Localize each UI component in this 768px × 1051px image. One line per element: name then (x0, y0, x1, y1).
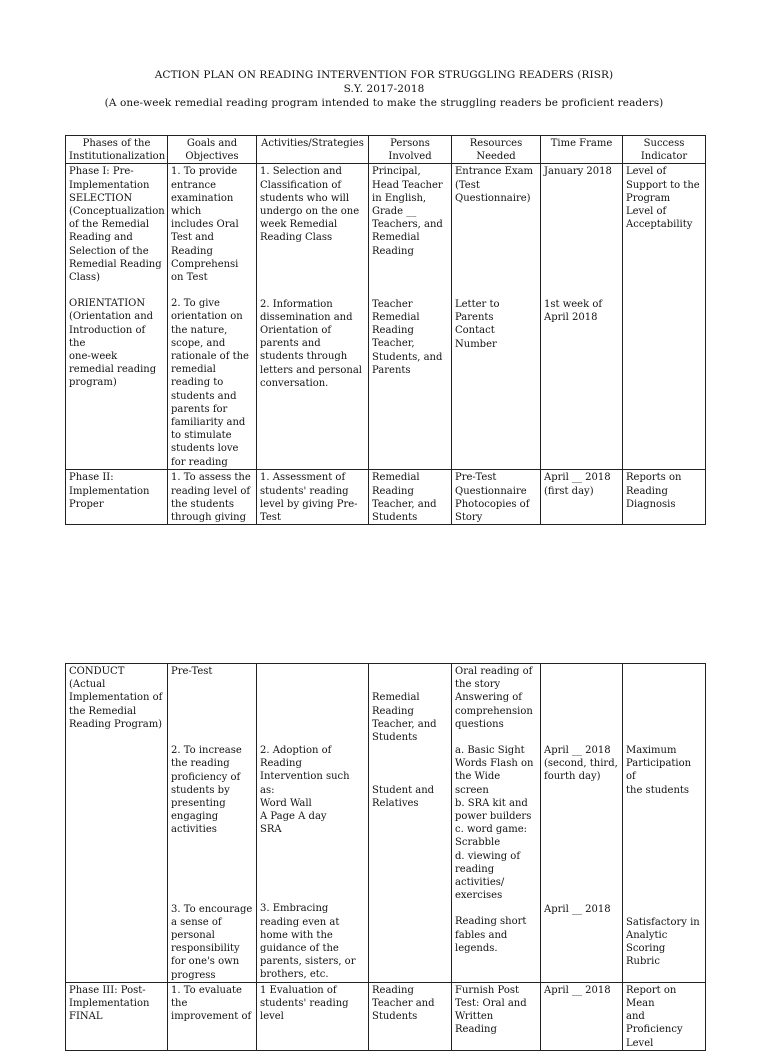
table-row (66, 470, 706, 525)
table-cell: April __ 2018 (541, 982, 623, 1050)
cell-text: Remedial Reading Teacher, and Students (372, 692, 437, 744)
table-cell (452, 664, 541, 983)
table-cell: Reading Teacher and Students (369, 982, 452, 1050)
table-row (66, 664, 706, 983)
cell-text: April __ 2018 (second, third, fourth day) (544, 745, 618, 783)
table-cell: Phase III: Post- Implementation FINAL (66, 982, 168, 1050)
cell-text: 2. Information dissemination and Orientation of parents and students through letters and personal conversation. (260, 298, 362, 389)
cell-text: Phase I: Pre- Implementation SELECTION (Conceptualization of the Remedial Reading and Selection of the Remedial Reading Class) (69, 166, 165, 284)
header-success-indicator: Success Indicator (623, 136, 706, 164)
cell-text: 1. To provide entrance examination which includes Oral Test and Reading Comprehensi on Test (171, 166, 239, 284)
table-cell: 1. To evaluate the improvement of (168, 982, 257, 1050)
table-cell: Phase II: Implementation Proper (66, 470, 168, 525)
table-row (66, 164, 706, 470)
cell-text: Entrance Exam (Test Questionnaire) (455, 166, 534, 204)
cell-text: Principal, Head Teacher in English, Grade __ Teachers, and Remedial Reading (372, 166, 443, 257)
header-phases: Phases of the Institutionalization (66, 136, 168, 164)
header-resources: Resources Needed (452, 136, 541, 164)
cell-text: ORIENTATION (Orientation and Introduction of the one-week remedial reading program) (69, 298, 157, 389)
table-cell: Furnish Post Test: Oral and Written Reading (452, 982, 541, 1050)
table-cell (369, 164, 452, 470)
header-activities: Activities/Strategies (257, 136, 369, 164)
action-plan-table-page-1 (65, 135, 706, 525)
cell-text: Pre-Test (171, 666, 213, 677)
table-cell (541, 164, 623, 470)
cell-text: 3. To encourage a sense of personal responsibility for one's own progress (171, 903, 253, 981)
cell-text: Level of Support to the Program Level of Acceptability (626, 166, 700, 231)
cell-text: a. Basic Sight Words Flash on the Wide screen b. SRA kit and power builders c. word game: Scrabble d. viewing of reading activities/ exercises (455, 745, 534, 902)
table-cell (257, 164, 369, 470)
action-plan-table-page-2 (65, 663, 706, 1051)
table-row (66, 982, 706, 1050)
cell-text: Reading short fables and legends. (455, 916, 527, 954)
table-cell: Reports on Reading Diagnosis (623, 470, 706, 525)
cell-text: Satisfactory in Analytic Scoring Rubric (626, 916, 700, 968)
document-subtitle: (A one-week remedial reading program intended to make the struggling readers be proficient readers) (104, 97, 664, 109)
cell-text: Student and Relatives (372, 784, 435, 810)
table-cell (168, 664, 257, 983)
table-cell (66, 664, 168, 983)
table-cell (452, 164, 541, 470)
table-cell: 1. To assess the reading level of the students through giving (168, 470, 257, 525)
cell-text: 2. To give orientation on the nature, scope, and rationale of the remedial reading to students and parents for familiarity and to stimulate students love for reading (171, 298, 249, 468)
table-cell (168, 164, 257, 470)
table-cell (66, 164, 168, 470)
cell-text: Maximum Participation of the students (626, 745, 692, 796)
header-goals: Goals and Objectives (168, 136, 257, 164)
cell-text: 1st week of April 2018 (544, 298, 603, 323)
cell-text: Letter to Parents Contact Number (455, 299, 500, 350)
cell-text: 3. Embracing reading even at home with the guidance of the parents, sisters, or brothers, etc. (260, 903, 356, 981)
table-cell (623, 164, 706, 470)
header-time-frame: Time Frame (541, 136, 623, 164)
table-cell (257, 664, 369, 983)
cell-text: 1. Selection and Classification of students who will undergo on the one week Remedial Reading Class (260, 166, 360, 244)
document-title: ACTION PLAN ON READING INTERVENTION FOR STRUGGLING READERS (RISR) (154, 69, 614, 81)
table-cell: April __ 2018 (first day) (541, 470, 623, 525)
table-cell: Report on Mean and Proficiency Level (623, 982, 706, 1050)
table-cell (369, 664, 452, 983)
table-cell: Remedial Reading Teacher, and Students (369, 470, 452, 525)
table-cell: 1 Evaluation of students' reading level (257, 982, 369, 1050)
cell-text: Oral reading of the story Answering of comprehension questions (455, 666, 533, 730)
cell-text: 2. Adoption of Reading Intervention such as: Word Wall A Page A day SRA (260, 745, 350, 836)
cell-text: Teacher Remedial Reading Teacher, Students, and Parents (372, 298, 443, 376)
table-cell (541, 664, 623, 983)
table-cell (623, 664, 706, 983)
cell-text: 2. To increase the reading proficiency of students by presenting engaging activities (171, 745, 242, 836)
table-cell: 1. Assessment of students' reading level by giving Pre- Test (257, 470, 369, 525)
table-header-row (66, 136, 706, 164)
cell-text: January 2018 (544, 166, 612, 178)
header-persons: Persons Involved (369, 136, 452, 164)
school-year: S.Y. 2017-2018 (343, 83, 425, 95)
cell-text: April __ 2018 (544, 903, 611, 915)
document-header (0, 68, 768, 110)
table-cell: Pre-Test Questionnaire Photocopies of Story (452, 470, 541, 525)
cell-text: CONDUCT (Actual Implementation of the Remedial Reading Program) (69, 666, 163, 730)
